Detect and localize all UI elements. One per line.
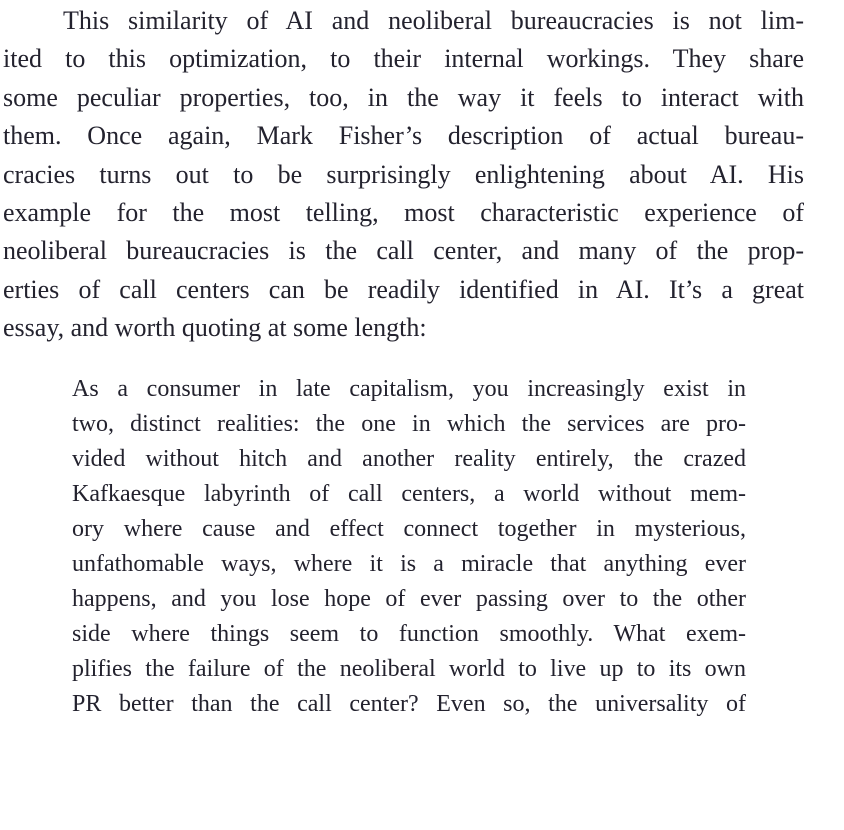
quote-line: plifies the failure of the neoliberal world to live up to its own [72,656,746,682]
paragraph-line: some peculiar properties, too, in the way it feels to interact with [3,82,804,112]
quote-line: Kafkaesque labyrinth of call centers, a world without mem- [72,481,746,507]
paragraph-line: erties of call centers can be readily identified in AI. It’s a great [3,274,804,304]
paragraph-line: neoliberal bureaucracies is the call center, and many of the prop- [3,236,804,266]
quote-line: As a consumer in late capitalism, you increasingly exist in [72,376,746,402]
block-quote [72,372,746,722]
quote-line: PR better than the call center? Even so, the universality of [72,691,746,717]
quote-line: ory where cause and effect connect together in mysterious, [72,516,746,542]
quote-line: two, distinct realities: the one in which the services are pro- [72,411,746,437]
paragraph-line: them. Once again, Mark Fisher’s description of actual bureau- [3,121,804,151]
paragraph-line: example for the most telling, most characteristic experience of [3,197,804,227]
paragraph-line: cracies turns out to be surprisingly enlightening about AI. His [3,159,804,189]
body-paragraph [3,2,804,348]
paragraph-line: ited to this optimization, to their internal workings. They share [3,44,804,74]
quote-line: unfathomable ways, where it is a miracle that anything ever [72,551,746,577]
quote-line: happens, and you lose hope of ever passing over to the other [72,586,746,612]
paragraph-line: essay, and worth quoting at some length: [3,313,427,343]
quote-line: vided without hitch and another reality entirely, the crazed [72,446,746,472]
paragraph-line: This similarity of AI and neoliberal bureaucracies is not lim- [63,6,804,35]
quote-line: side where things seem to function smoothly. What exem- [72,621,746,647]
